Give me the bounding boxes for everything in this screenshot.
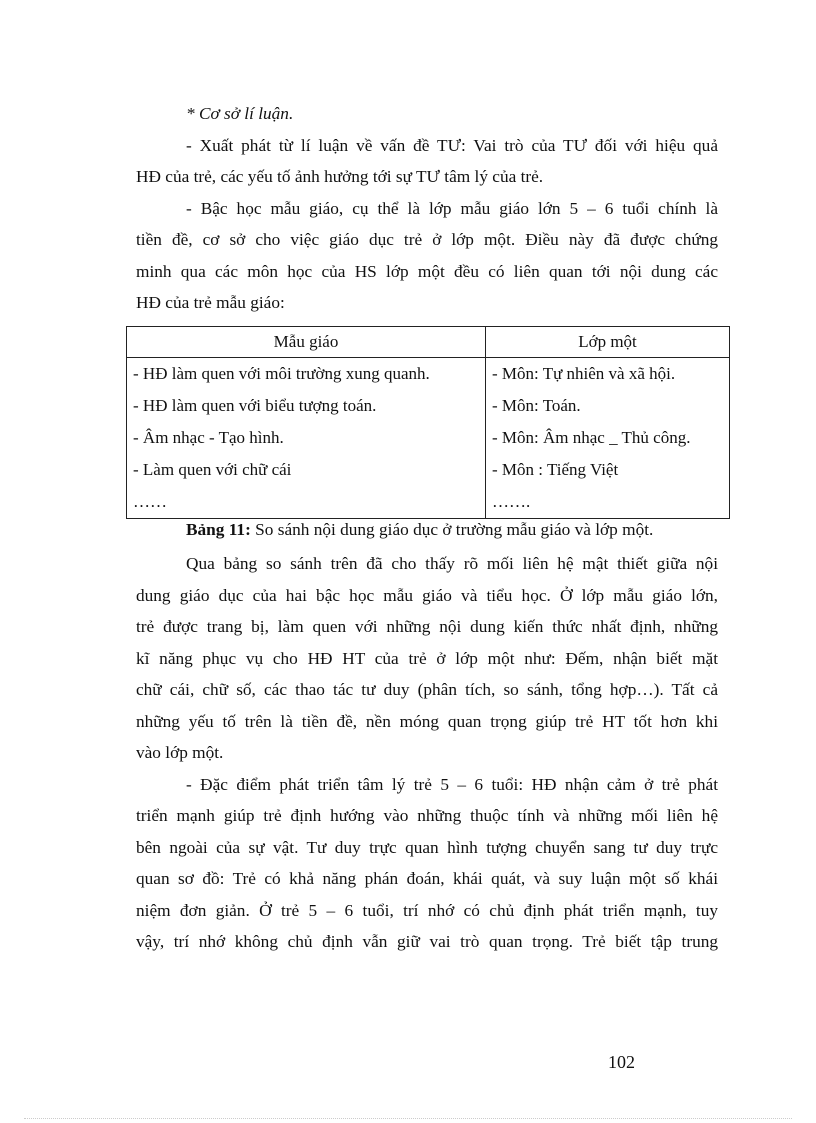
table-cell: - Môn : Tiếng Việt	[486, 454, 730, 486]
table-cell: - HĐ làm quen với môi trường xung quanh.	[127, 358, 486, 391]
table-cell: …….	[486, 486, 730, 519]
paragraph-line: bên ngoài của sự vật. Tư duy trực quan hình tượng chuyển sang tư duy trực	[136, 837, 718, 857]
table-cell: - Âm nhạc - Tạo hình.	[127, 422, 486, 454]
paragraph-line: những yếu tố trên là tiền đề, nền móng quan trọng giúp trẻ HT tốt hơn khi	[136, 711, 718, 731]
caption-label: Bảng 11:	[186, 520, 251, 539]
paragraph-line: chữ cái, chữ số, các thao tác tư duy (phân tích, so sánh, tổng hợp…). Tất cả	[136, 680, 718, 699]
table-cell: - Môn: Âm nhạc _ Thủ công.	[486, 422, 730, 454]
paragraph-line: Qua bảng so sánh trên đã cho thấy rõ mối liên hệ mật thiết giữa nội	[186, 554, 718, 573]
table-cell: - HĐ làm quen với biểu tượng toán.	[127, 390, 486, 422]
section-heading: * Cơ sở lí luận.	[186, 104, 294, 123]
table-cell: - Môn: Toán.	[486, 390, 730, 422]
table-row	[127, 358, 730, 391]
table-header-cell: Mẫu giáo	[127, 327, 486, 358]
paragraph-line: vậy, trí nhớ không chủ định vẫn giữ vai trò quan trọng. Trẻ biết tập trung	[136, 932, 718, 951]
table-row	[127, 486, 730, 519]
table-row	[127, 454, 730, 486]
paragraph-line: HĐ của trẻ mẫu giáo:	[136, 293, 285, 312]
table-cell: ……	[127, 486, 486, 519]
paragraph-line: - Xuất phát từ lí luận về vấn đề TƯ: Vai trò của TƯ đối với hiệu quả	[186, 135, 718, 155]
paragraph-line: tiền đề, cơ sở cho việc giáo dục trẻ ở lớp một. Điều này đã được chứng	[136, 230, 718, 249]
paragraph-line: trẻ được trang bị, làm quen với những nội dung kiến thức nhất định, những	[136, 617, 718, 636]
table-caption	[186, 520, 653, 540]
paragraph-line: niệm đơn giản. Ở trẻ 5 – 6 tuổi, trí nhớ có chủ định phát triển mạnh, tuy	[136, 900, 718, 920]
table-row	[127, 390, 730, 422]
comparison-table	[126, 326, 730, 519]
table-header-cell: Lớp một	[486, 327, 730, 358]
paragraph-line: quan sơ đồ: Trẻ có khả năng phán đoán, khái quát, và suy luận một số khái	[136, 869, 718, 888]
table-cell: - Môn: Tự nhiên và xã hội.	[486, 358, 730, 391]
intro-section	[136, 98, 718, 319]
page-number: 102	[608, 1052, 635, 1072]
paragraph-line: - Bậc học mẫu giáo, cụ thể là lớp mẫu giáo lớn 5 – 6 tuổi chính là	[186, 198, 718, 218]
table-cell: - Làm quen với chữ cái	[127, 454, 486, 486]
paragraph-line: kĩ năng phục vụ cho HĐ HT của trẻ ở lớp một như: Đếm, nhận biết mặt	[136, 648, 718, 668]
body-section	[136, 548, 718, 958]
caption-text: So sánh nội dung giáo dục ở trường mẫu giáo và lớp một.	[250, 520, 654, 539]
footer-divider	[24, 1118, 792, 1119]
paragraph-line: minh qua các môn học của HS lớp một đều có liên quan tới nội dung các	[136, 261, 718, 281]
paragraph-line: HĐ của trẻ, các yếu tố ảnh hưởng tới sự TƯ tâm lý của trẻ.	[136, 167, 544, 186]
paragraph-line: dung giáo dục của hai bậc học mẫu giáo và tiểu học. Ở lớp mẫu giáo lớn,	[136, 585, 718, 605]
paragraph-line: triển mạnh giúp trẻ định hướng vào những thuộc tính và những mối liên hệ	[136, 806, 718, 825]
paragraph-line: vào lớp một.	[136, 743, 224, 762]
table-header-row	[127, 327, 730, 358]
paragraph-line: - Đặc điểm phát triển tâm lý trẻ 5 – 6 tuổi: HĐ nhận cảm ở trẻ phát	[186, 774, 718, 794]
table-row	[127, 422, 730, 454]
